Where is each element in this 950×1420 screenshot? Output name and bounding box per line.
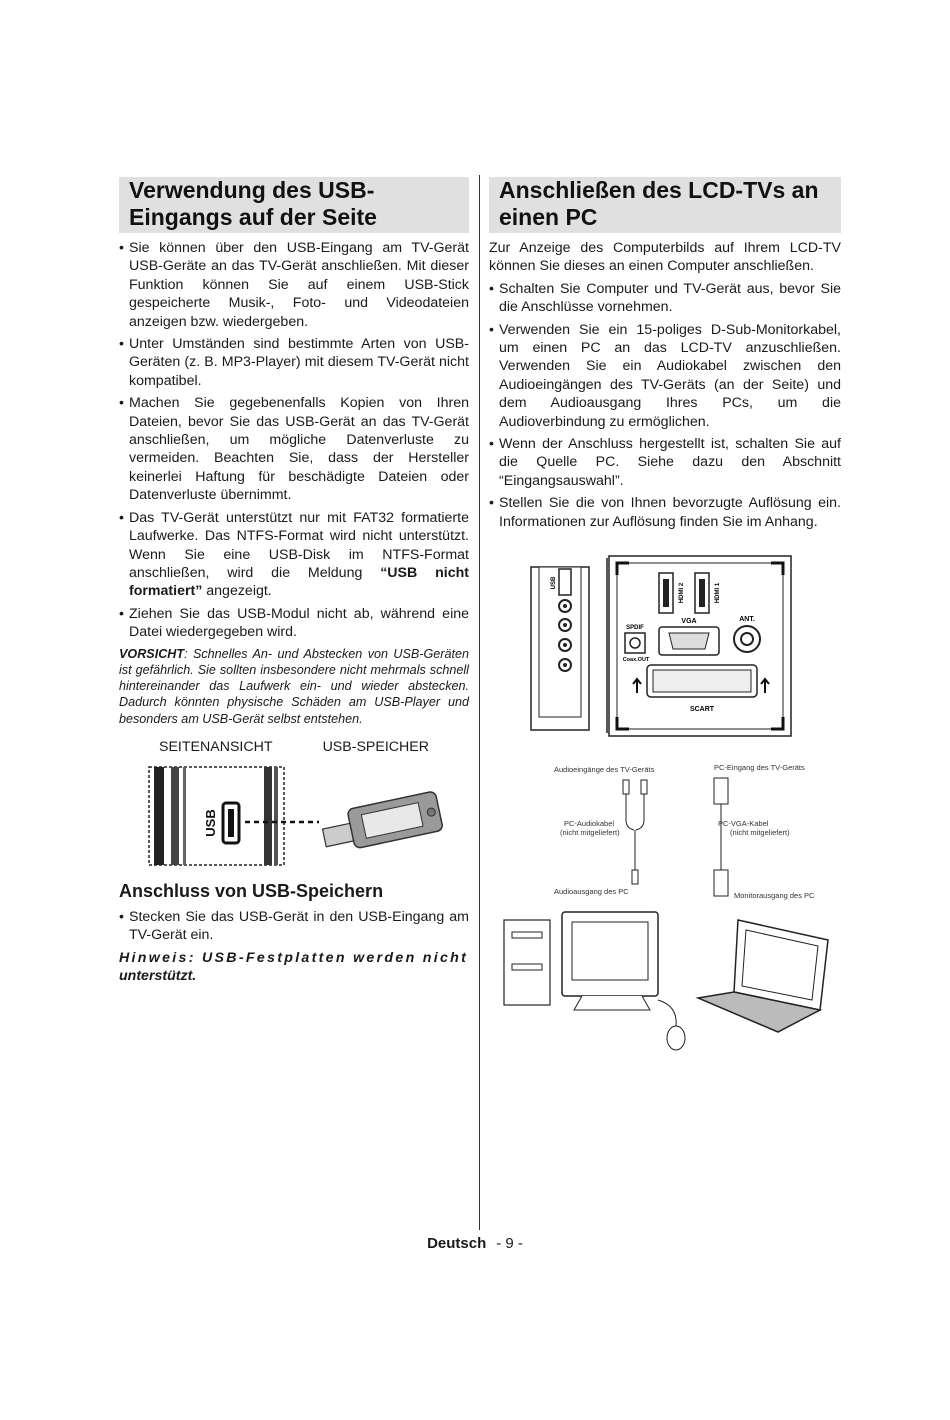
usb-message-text: “USB nicht formatiert”	[129, 564, 469, 600]
label-monitor-out: Monitorausgang des PC	[734, 891, 815, 900]
subheading-usb-memory: Anschluss von USB-Speichern	[119, 881, 384, 902]
vga-cable-image	[714, 778, 728, 896]
pc-bullet-1: • Schalten Sie Computer und TV-Gerät aus, bevor Sie die Anschlüsse vornehmen.	[489, 280, 841, 317]
usb-bullet-3: • Machen Sie gegebenenfalls Kopien von Ihren Dateien, bevor Sie das USB-Gerät an das TV-Gerät anschließen, um mögliche Datenverluste zu vermeiden. Beachten Sie, dass der Hersteller keinerlei Haftung für beschädigte Dateien oder Datenverluste übernimmt.	[119, 394, 469, 504]
label-audio-out: Audioausgang des PC	[554, 887, 629, 896]
usb-bullet-5: • Ziehen Sie das USB-Modul nicht ab, während eine Datei wiedergegeben wird.	[119, 605, 469, 642]
hdmi1-label: HDMI 1	[715, 582, 721, 604]
label-audio-in: Audioeingänge des TV-Geräts	[554, 765, 655, 774]
coax-label: Coax.OUT	[622, 657, 650, 663]
label-side-view: SEITENANSICHT	[159, 739, 273, 756]
page-footer	[0, 1235, 950, 1252]
pc-bullet-2: • Verwenden Sie ein 15-poliges D-Sub-Monitorkabel, um einen PC an das LCD-TV anzuschließen. Verwenden Sie ein Audiokabel zwischen den Audioeingängen des TV-Geräts (an der Seite) und dem Audioausgang Ihres PCs, um die Audioverbindung zu ermöglichen.	[489, 321, 841, 431]
usb-illustration	[119, 765, 469, 869]
label-usb-memory: USB-SPEICHER	[322, 739, 429, 756]
usb-bullet-4-text: Das TV-Gerät unterstützt nur mit FAT32 formatierte Laufwerke. Das NTFS-Format wird nicht unterstützt. Wenn Sie eine USB-Disk im NTFS-Format anschließen, wird die Meldung	[129, 509, 469, 581]
vga-label: VGA	[681, 618, 697, 625]
label-vga-cable-note: (nicht mitgeliefert)	[730, 828, 790, 837]
pc-bullet-3: • Wenn der Anschluss hergestellt ist, schalten Sie auf die Quelle PC. Siehe dazu den Abschnitt “Eingangsauswahl”.	[489, 435, 841, 490]
usb-port-label: USB	[203, 809, 218, 837]
right-column	[489, 177, 841, 535]
tv-connector-panel-diagram	[525, 553, 795, 738]
column-divider	[479, 175, 480, 1230]
pc-bullet-list	[489, 280, 841, 531]
tv-side-panel-image	[149, 767, 284, 865]
spdif-label: SPDIF	[626, 625, 644, 631]
hint-note	[119, 949, 469, 985]
page-number: - 9 -	[496, 1235, 523, 1252]
desktop-pc-image	[504, 920, 550, 1005]
scart-label: SCART	[689, 706, 715, 713]
hint-tail: unterstützt.	[119, 967, 197, 984]
usb-memory-bullets	[119, 908, 469, 945]
audio-cable-image	[623, 780, 647, 884]
hdmi2-label: HDMI 2	[679, 582, 685, 604]
section-title-usb: Verwendung des USB-Eingangs auf der Seite	[119, 177, 469, 233]
warning-label: VORSICHT	[119, 646, 185, 661]
tv-side-connectors	[531, 558, 607, 733]
side-usb-port	[559, 569, 571, 595]
warning-paragraph	[119, 646, 469, 727]
usb-bullet-4-tail: angezeigt.	[202, 583, 272, 600]
usb-bullet-list	[119, 239, 469, 642]
label-audio-cable: PC-Audiokabel	[564, 819, 615, 828]
usb-bullet-4	[119, 509, 469, 601]
tv-back-panel	[609, 556, 791, 736]
label-vga-cable: PC-VGA-Kabel	[718, 819, 769, 828]
usb-bullet-2: • Unter Umständen sind bestimmte Arten von USB-Geräten (z. B. MP3-Player) mit diesem TV-Gerät nicht kompatibel.	[119, 335, 469, 390]
label-audio-cable-note: (nicht mitgeliefert)	[560, 828, 620, 837]
pc-connection-diagram	[498, 760, 843, 1055]
laptop-image	[698, 920, 828, 1032]
usb-figure-labels	[159, 739, 429, 755]
pc-bullet-4: • Stellen Sie die von Ihnen bevorzugte Auflösung ein. Informationen zur Auflösung finden Sie im Anhang.	[489, 494, 841, 531]
label-pc-in: PC-Eingang des TV-Geräts	[714, 763, 805, 772]
side-usb-label: USB	[551, 576, 557, 590]
warning-text: : Schnelles An- und Abstecken von USB-Geräten ist gefährlich. Sie sollten insbesondere nicht mehrmals schnell hintereinander das Laufwerk ein- und wieder abstecken. Dadurch könnten physische Schäden am USB-Player und besonders am USB-Gerät selbst entstehen.	[119, 646, 469, 726]
ant-label: ANT.	[739, 616, 755, 623]
section-title-pc: Anschließen des LCD-TVs an einen PC	[489, 177, 841, 233]
monitor-image	[562, 912, 685, 1050]
usb-memory-bullet-1: • Stecken Sie das USB-Gerät in den USB-Eingang am TV-Gerät ein.	[119, 908, 469, 945]
footer-language: Deutsch	[427, 1235, 487, 1252]
hint-text: Hinweis: USB-Festplatten werden nicht	[119, 949, 469, 966]
usb-stick-image	[320, 791, 444, 855]
pc-intro: Zur Anzeige des Computerbilds auf Ihrem LCD-TV können Sie dieses an einen Computer anschließen.	[489, 240, 841, 275]
usb-bullet-1: • Sie können über den USB-Eingang am TV-Gerät USB-Geräte an das TV-Gerät anschließen. Mit dieser Funktion können Sie auf einem USB-Stick gespeicherte Musik-, Foto- und Videodateien anzeigen bzw. wiedergeben.	[119, 239, 469, 331]
usb-figure	[119, 765, 469, 869]
left-column	[119, 177, 469, 985]
